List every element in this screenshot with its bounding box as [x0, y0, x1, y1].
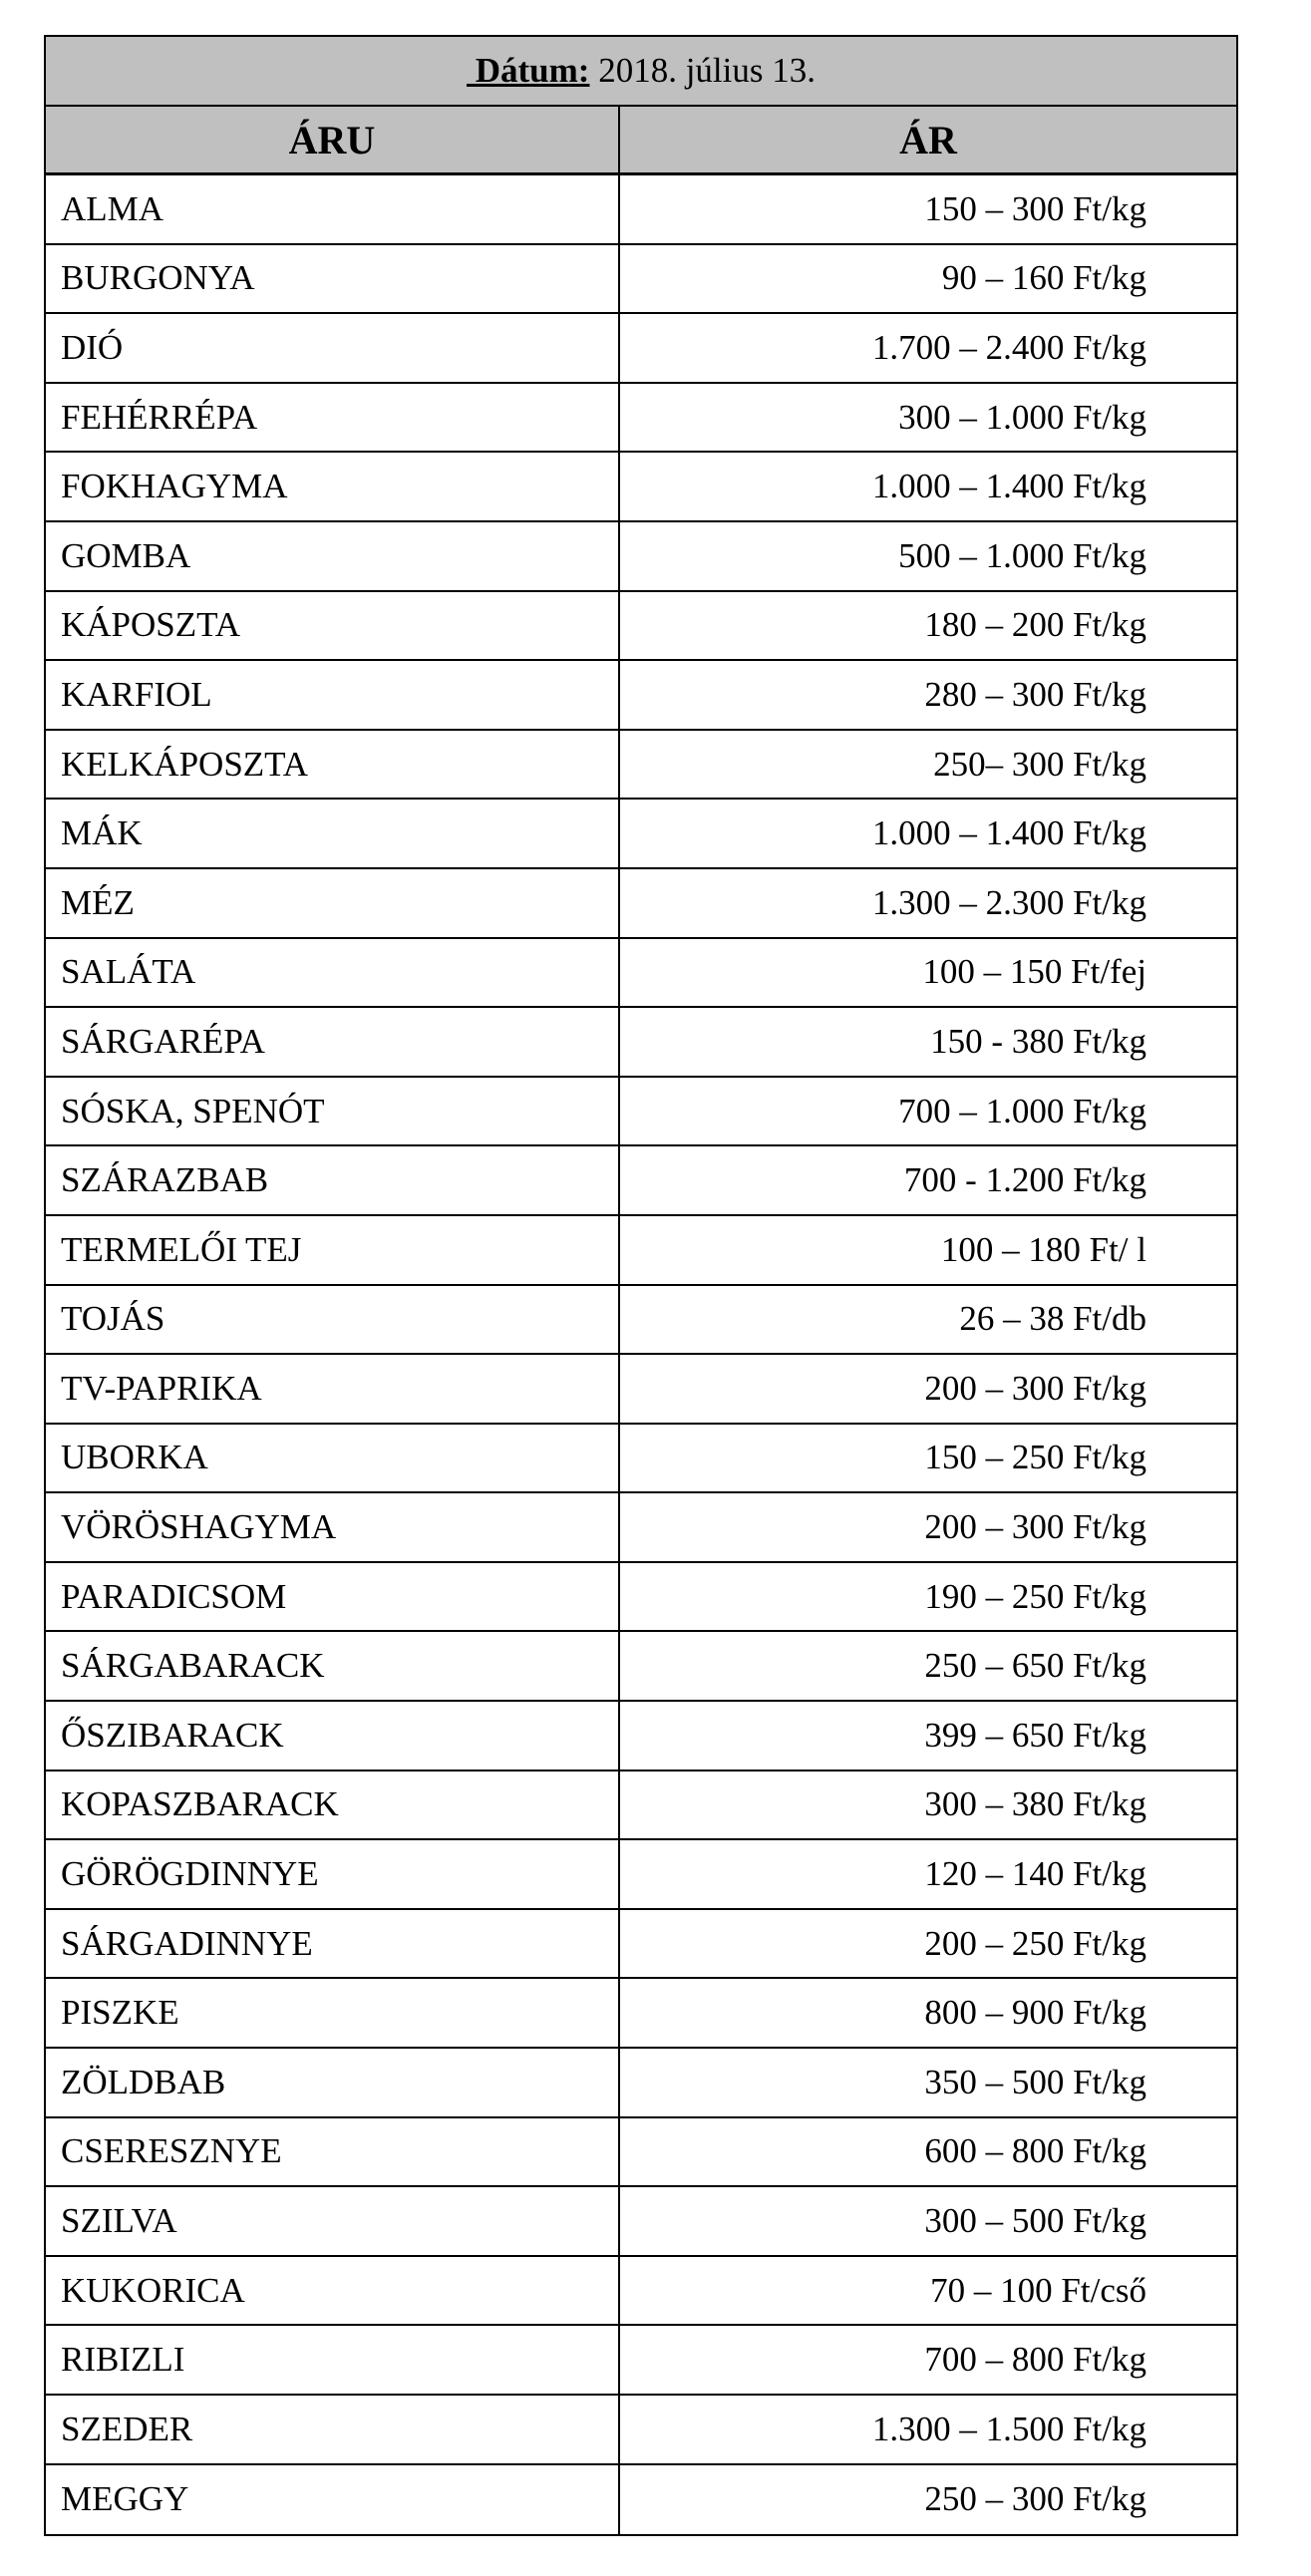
item-cell: PARADICSOM: [46, 1563, 620, 1631]
price-cell: 300 – 380 Ft/kg: [924, 1784, 1147, 1824]
item-cell: PISZKE: [46, 1979, 620, 2047]
price-cell: 180 – 200 Ft/kg: [924, 605, 1147, 645]
price-cell: 200 – 300 Ft/kg: [924, 1507, 1147, 1547]
table-row: [46, 1286, 1236, 1356]
table-row: [46, 939, 1236, 1009]
item-cell: MÁK: [46, 800, 620, 867]
item-cell: BURGONYA: [46, 245, 620, 313]
price-cell: 800 – 900 Ft/kg: [924, 1993, 1147, 2033]
item-cell: SALÁTA: [46, 939, 620, 1007]
date-label: Dátum:: [466, 51, 590, 90]
item-cell: RIBIZLI: [46, 2326, 620, 2394]
price-cell: 70 – 100 Ft/cső: [930, 2270, 1147, 2310]
price-cell: 350 – 500 Ft/kg: [924, 2062, 1147, 2101]
table-row: [46, 869, 1236, 939]
price-cell: 100 – 150 Ft/fej: [922, 952, 1147, 992]
table-row: [46, 2049, 1236, 2118]
table-row: [46, 800, 1236, 869]
item-cell: ALMA: [46, 175, 620, 243]
price-cell: 190 – 250 Ft/kg: [924, 1576, 1147, 1616]
table-row: [46, 1702, 1236, 1771]
item-cell: ŐSZIBARACK: [46, 1702, 620, 1770]
table-row: [46, 453, 1236, 522]
item-cell: KELKÁPOSZTA: [46, 731, 620, 799]
price-cell: 700 – 800 Ft/kg: [924, 2340, 1147, 2380]
price-cell: 120 – 140 Ft/kg: [924, 1854, 1147, 1894]
table-row: [46, 661, 1236, 731]
item-cell: TV-PAPRIKA: [46, 1355, 620, 1423]
item-cell: KOPASZBARACK: [46, 1771, 620, 1839]
table-row: [46, 1078, 1236, 1147]
price-cell: 1.300 – 2.300 Ft/kg: [871, 882, 1147, 922]
table-row: [46, 2465, 1236, 2535]
price-cell: 250 – 650 Ft/kg: [924, 1646, 1147, 1686]
item-cell: KARFIOL: [46, 661, 620, 729]
price-table: [44, 35, 1238, 2536]
item-cell: SZÁRAZBAB: [46, 1146, 620, 1214]
price-cell: 150 – 250 Ft/kg: [924, 1438, 1147, 1477]
price-cell: 250– 300 Ft/kg: [933, 744, 1147, 784]
item-cell: SÁRGARÉPA: [46, 1008, 620, 1076]
table-row: [46, 1216, 1236, 1286]
item-cell: TERMELŐI TEJ: [46, 1216, 620, 1284]
table-row: [46, 1563, 1236, 1633]
table-row: [46, 1355, 1236, 1425]
item-cell: SZEDER: [46, 2396, 620, 2463]
price-cell: 100 – 180 Ft/ l: [940, 1229, 1147, 1269]
item-cell: MEGGY: [46, 2465, 620, 2535]
item-cell: SÓSKA, SPENÓT: [46, 1078, 620, 1145]
item-cell: SÁRGADINNYE: [46, 1910, 620, 1978]
item-cell: CSERESZNYE: [46, 2118, 620, 2186]
price-cell: 1.700 – 2.400 Ft/kg: [871, 327, 1147, 367]
price-cell: 500 – 1.000 Ft/kg: [898, 535, 1147, 575]
table-row: [46, 1771, 1236, 1841]
date-title-row: [46, 37, 1236, 107]
table-row: [46, 1425, 1236, 1494]
item-cell: VÖRÖSHAGYMA: [46, 1493, 620, 1561]
table-body: [46, 175, 1236, 2534]
table-row: [46, 2187, 1236, 2257]
table-row: [46, 2257, 1236, 2327]
price-cell: 700 - 1.200 Ft/kg: [903, 1160, 1147, 1200]
price-cell: 200 – 250 Ft/kg: [924, 1923, 1147, 1963]
table-row: [46, 1840, 1236, 1910]
price-cell: 1.300 – 1.500 Ft/kg: [871, 2409, 1147, 2448]
price-cell: 280 – 300 Ft/kg: [924, 674, 1147, 714]
table-row: [46, 592, 1236, 662]
price-cell: 1.000 – 1.400 Ft/kg: [871, 813, 1147, 853]
table-row: [46, 1632, 1236, 1702]
price-cell: 600 – 800 Ft/kg: [924, 2131, 1147, 2171]
table-row: [46, 1493, 1236, 1563]
table-row: [46, 245, 1236, 315]
item-cell: SZILVA: [46, 2187, 620, 2255]
column-header-price: ÁR: [899, 117, 957, 162]
item-cell: ZÖLDBAB: [46, 2049, 620, 2116]
price-cell: 700 – 1.000 Ft/kg: [898, 1091, 1147, 1130]
table-row: [46, 2118, 1236, 2188]
item-cell: FEHÉRRÉPA: [46, 384, 620, 452]
item-cell: GÖRÖGDINNYE: [46, 1840, 620, 1908]
price-cell: 150 – 300 Ft/kg: [924, 188, 1147, 228]
item-cell: GOMBA: [46, 522, 620, 590]
price-cell: 300 – 1.000 Ft/kg: [898, 397, 1147, 437]
price-cell: 1.000 – 1.400 Ft/kg: [871, 467, 1147, 506]
item-cell: KUKORICA: [46, 2257, 620, 2325]
table-header-row: [46, 107, 1236, 175]
item-cell: UBORKA: [46, 1425, 620, 1492]
price-cell: 90 – 160 Ft/kg: [941, 258, 1147, 298]
item-cell: KÁPOSZTA: [46, 592, 620, 660]
item-cell: SÁRGABARACK: [46, 1632, 620, 1700]
table-row: [46, 384, 1236, 454]
item-cell: FOKHAGYMA: [46, 453, 620, 520]
price-cell: 200 – 300 Ft/kg: [924, 1368, 1147, 1408]
table-row: [46, 1979, 1236, 2049]
price-cell: 399 – 650 Ft/kg: [924, 1715, 1147, 1755]
table-row: [46, 2326, 1236, 2396]
table-row: [46, 314, 1236, 384]
price-cell: 26 – 38 Ft/db: [959, 1299, 1147, 1339]
column-header-item: ÁRU: [46, 107, 620, 172]
table-row: [46, 2396, 1236, 2465]
table-row: [46, 1910, 1236, 1980]
item-cell: TOJÁS: [46, 1286, 620, 1354]
price-cell: 250 – 300 Ft/kg: [924, 2479, 1147, 2519]
item-cell: MÉZ: [46, 869, 620, 937]
table-row: [46, 1146, 1236, 1216]
table-row: [46, 1008, 1236, 1078]
date-value: 2018. július 13.: [589, 51, 816, 90]
item-cell: DIÓ: [46, 314, 620, 382]
table-row: [46, 731, 1236, 801]
table-row: [46, 175, 1236, 245]
table-row: [46, 522, 1236, 592]
price-cell: 300 – 500 Ft/kg: [924, 2201, 1147, 2241]
price-cell: 150 - 380 Ft/kg: [930, 1021, 1147, 1061]
